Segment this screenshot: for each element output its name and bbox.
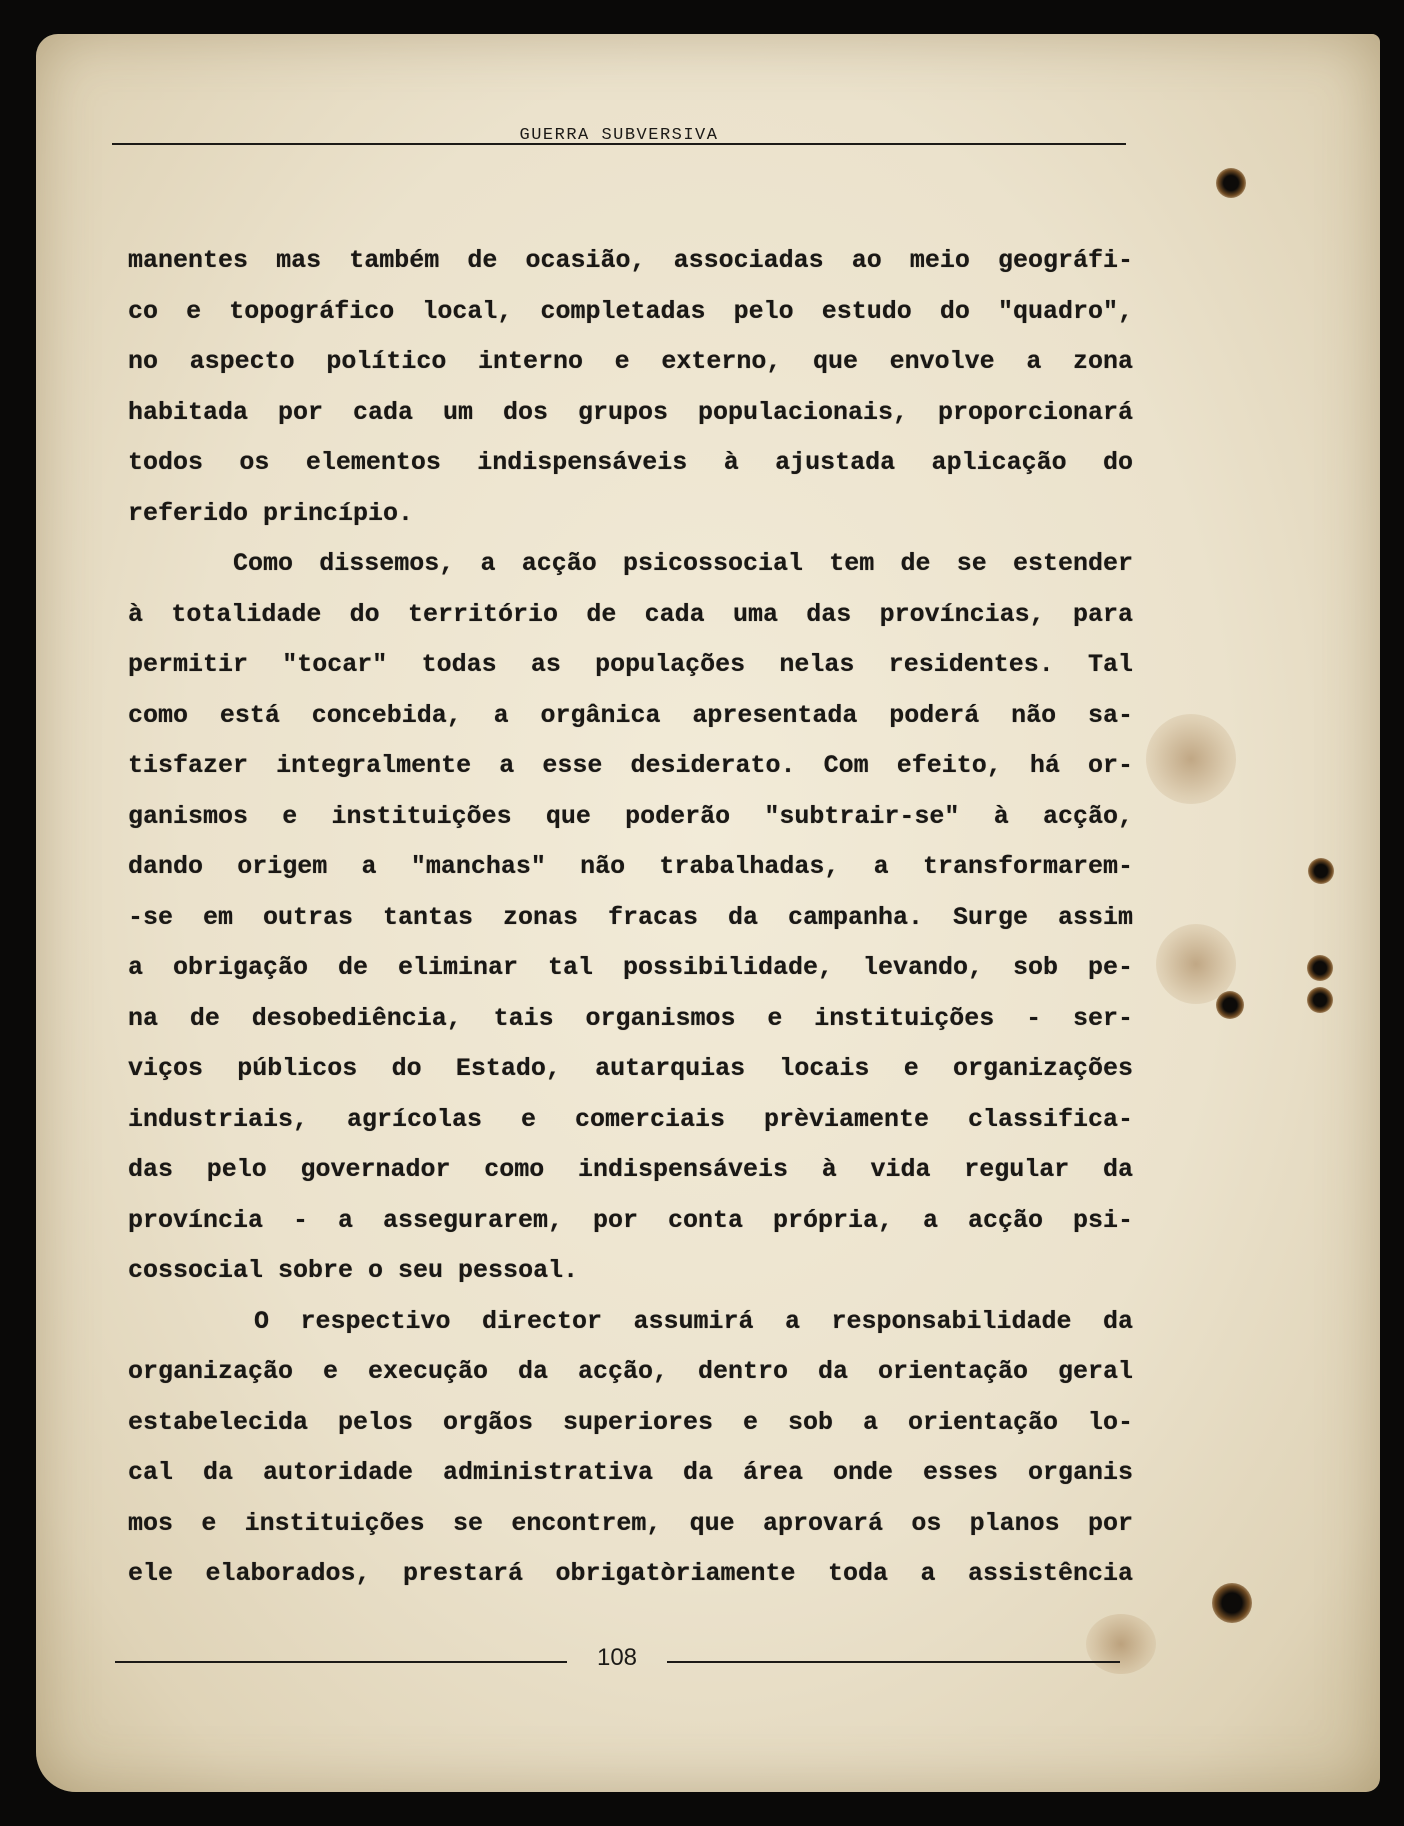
text-line: manentes mas também de ocasião, associadas ao meio geográfi- <box>128 246 1133 275</box>
text-line: todos os elementos indispensáveis à ajustada aplicação do <box>128 448 1133 477</box>
text-line: referido princípio. <box>128 498 414 528</box>
footer-rule-left <box>115 1661 567 1663</box>
text-line: a obrigação de eliminar tal possibilidade, levando, sob pe- <box>128 953 1133 982</box>
page-number: 108 <box>596 1644 638 1671</box>
text-line: província - a assegurarem, por conta própria, a acção psi- <box>128 1205 1133 1235</box>
text-line: co e topográfico local, completadas pelo estudo do "quadro", <box>128 296 1133 326</box>
text-line: industriais, agrícolas e comerciais prèviamente classifica- <box>128 1104 1133 1134</box>
punch-hole <box>1212 1583 1252 1623</box>
body-text <box>128 236 1133 1600</box>
text-line: ele elaborados, prestará obrigatòriamente toda a assistência <box>128 1559 1133 1588</box>
text-line: cal da autoridade administrativa da área onde esses organis <box>128 1458 1133 1487</box>
punch-hole <box>1307 987 1333 1013</box>
running-header <box>112 112 1126 146</box>
text-line: no aspecto político interno e externo, que envolve a zona <box>128 347 1133 376</box>
page-footer <box>115 1640 1120 1670</box>
text-line: como está concebida, a orgânica apresentada poderá não sa- <box>128 700 1133 730</box>
punch-hole <box>1307 955 1333 981</box>
text-line: viços públicos do Estado, autarquias locais e organizações <box>128 1054 1133 1083</box>
footer-rule-right <box>667 1661 1120 1663</box>
text-line: -se em outras tantas zonas fracas da campanha. Surge assim <box>128 902 1133 932</box>
text-line: organização e execução da acção, dentro da orientação geral <box>128 1357 1133 1386</box>
rust-stain <box>1146 714 1236 804</box>
text-line: das pelo governador como indispensáveis à vida regular da <box>128 1155 1133 1184</box>
punch-hole <box>1216 991 1244 1019</box>
text-line: mos e instituições se encontrem, que aprovará os planos por <box>128 1508 1133 1538</box>
text-line: cossocial sobre o seu pessoal. <box>128 1256 579 1285</box>
text-line: à totalidade do território de cada uma das províncias, para <box>128 599 1133 629</box>
text-line: na de desobediência, tais organismos e instituições - ser- <box>128 1003 1133 1033</box>
text-line: estabelecida pelos orgãos superiores e sob a orientação lo- <box>128 1407 1133 1437</box>
text-line: permitir "tocar" todas as populações nelas residentes. Tal <box>128 650 1133 679</box>
text-line: habitada por cada um dos grupos populacionais, proporcionará <box>128 397 1133 427</box>
text-line: O respectivo director assumirá a responsabilidade da <box>128 1306 1133 1336</box>
text-line: Como dissemos, a acção psicossocial tem de se estender <box>128 549 1133 578</box>
text-line: dando origem a "manchas" não trabalhadas, a transformarem- <box>128 852 1133 881</box>
text-line: ganismos e instituições que poderão "subtrair-se" à acção, <box>128 801 1133 831</box>
text-line: tisfazer integralmente a esse desiderato. Com efeito, há or- <box>128 751 1133 780</box>
punch-hole <box>1308 858 1334 884</box>
header-title: GUERRA SUBVERSIVA <box>519 126 719 145</box>
punch-hole <box>1216 168 1246 198</box>
